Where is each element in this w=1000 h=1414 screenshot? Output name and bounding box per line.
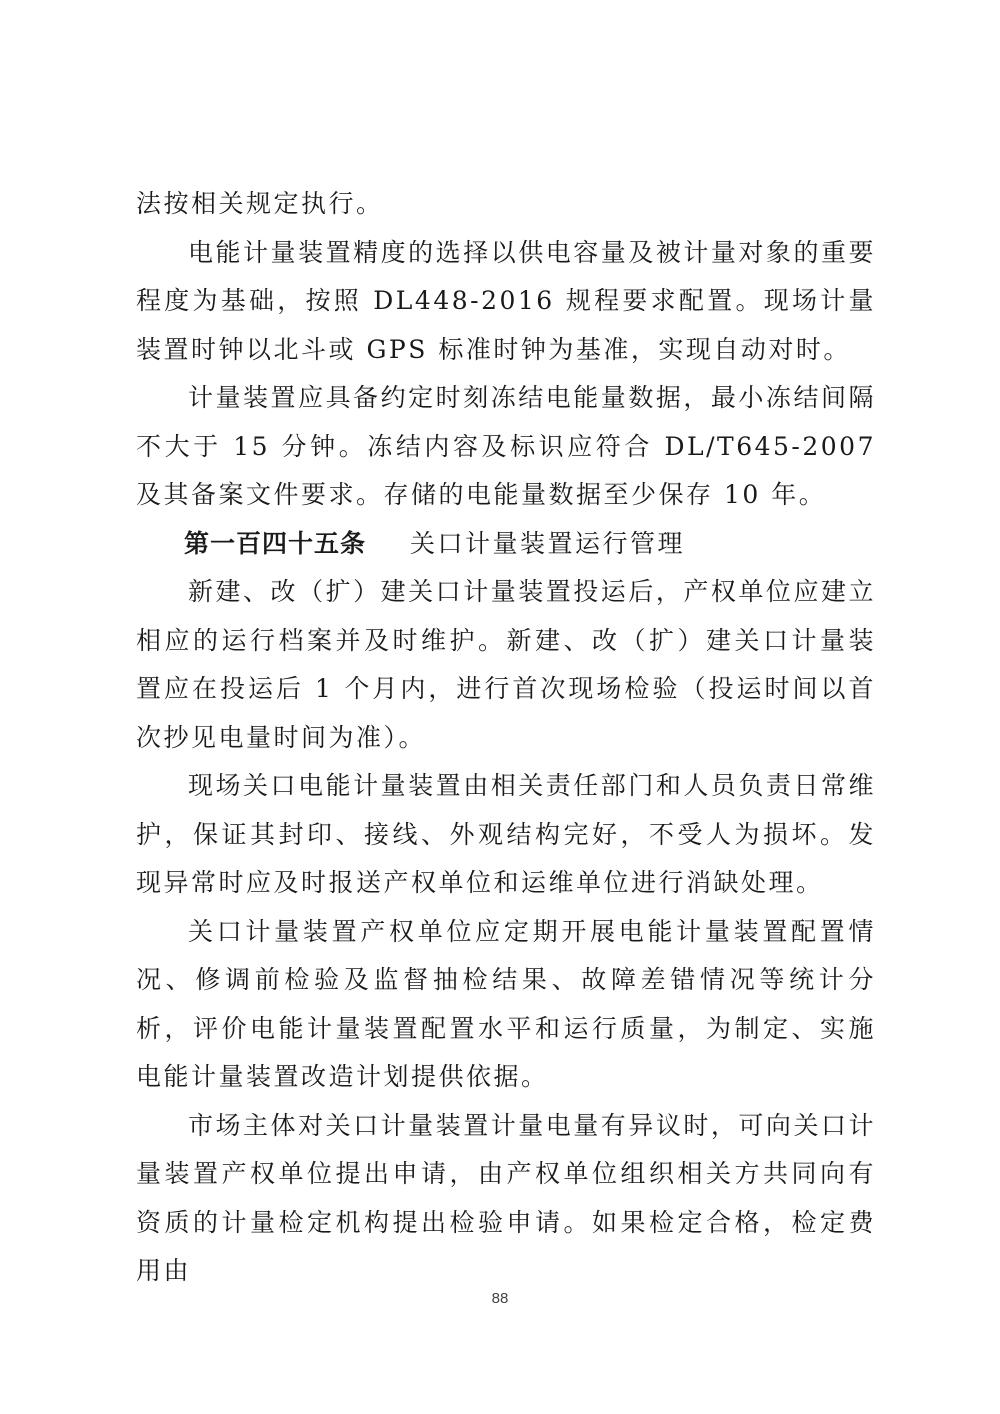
paragraph-daily-maintenance: 现场关口电能计量装置由相关责任部门和人员负责日常维护，保证其封印、接线、外观结构完好，不受人为损坏。发现异常时应及时报送产权单位和运维单位进行消缺处理。 (136, 771, 876, 897)
paragraph-commissioning: 新建、改（扩）建关口计量装置投运后，产权单位应建立相应的运行档案并及时维护。新建、改（扩）建关口计量装置应在投运后 1 个月内，进行首次现场检验（投运时间以首次抄见电量时间为准）。 (136, 577, 876, 752)
paragraph-continuation: 法按相关规定执行。 (136, 189, 384, 218)
paragraph-freeze-data: 计量装置应具备约定时刻冻结电能量数据，最小冻结间隔不大于 15 分钟。冻结内容及标识应符合 DL/T645-2007 及其备案文件要求。存储的电能量数据至少保存 10 年。 (136, 383, 876, 509)
paragraph-statistical-analysis: 关口计量装置产权单位应定期开展电能计量装置配置情况、修调前检验及监督抽检结果、故障差错情况等统计分析，评价电能计量装置配置水平和运行质量，为制定、实施电能计量装置改造计划提供依据。 (136, 916, 876, 1091)
article-title: 关口计量装置运行管理 (410, 528, 686, 558)
article-heading (136, 520, 876, 569)
paragraph-dispute-procedure: 市场主体对关口计量装置计量电量有异议时，可向关口计量装置产权单位提出申请，由产权单位组织相关方共同向有资质的计量检定机构提出检验申请。如果检定合格，检定费用由 (136, 1110, 876, 1285)
paragraph-metering-accuracy: 电能计量装置精度的选择以供电容量及被计量对象的重要程度为基础，按照 DL448-2016 规程要求配置。现场计量装置时钟以北斗或 GPS 标准时钟为基准，实现自动对时。 (136, 237, 876, 364)
page-number: 88 (491, 1290, 509, 1307)
body-text (136, 180, 876, 1296)
article-number: 第一百四十五条 (184, 528, 367, 558)
